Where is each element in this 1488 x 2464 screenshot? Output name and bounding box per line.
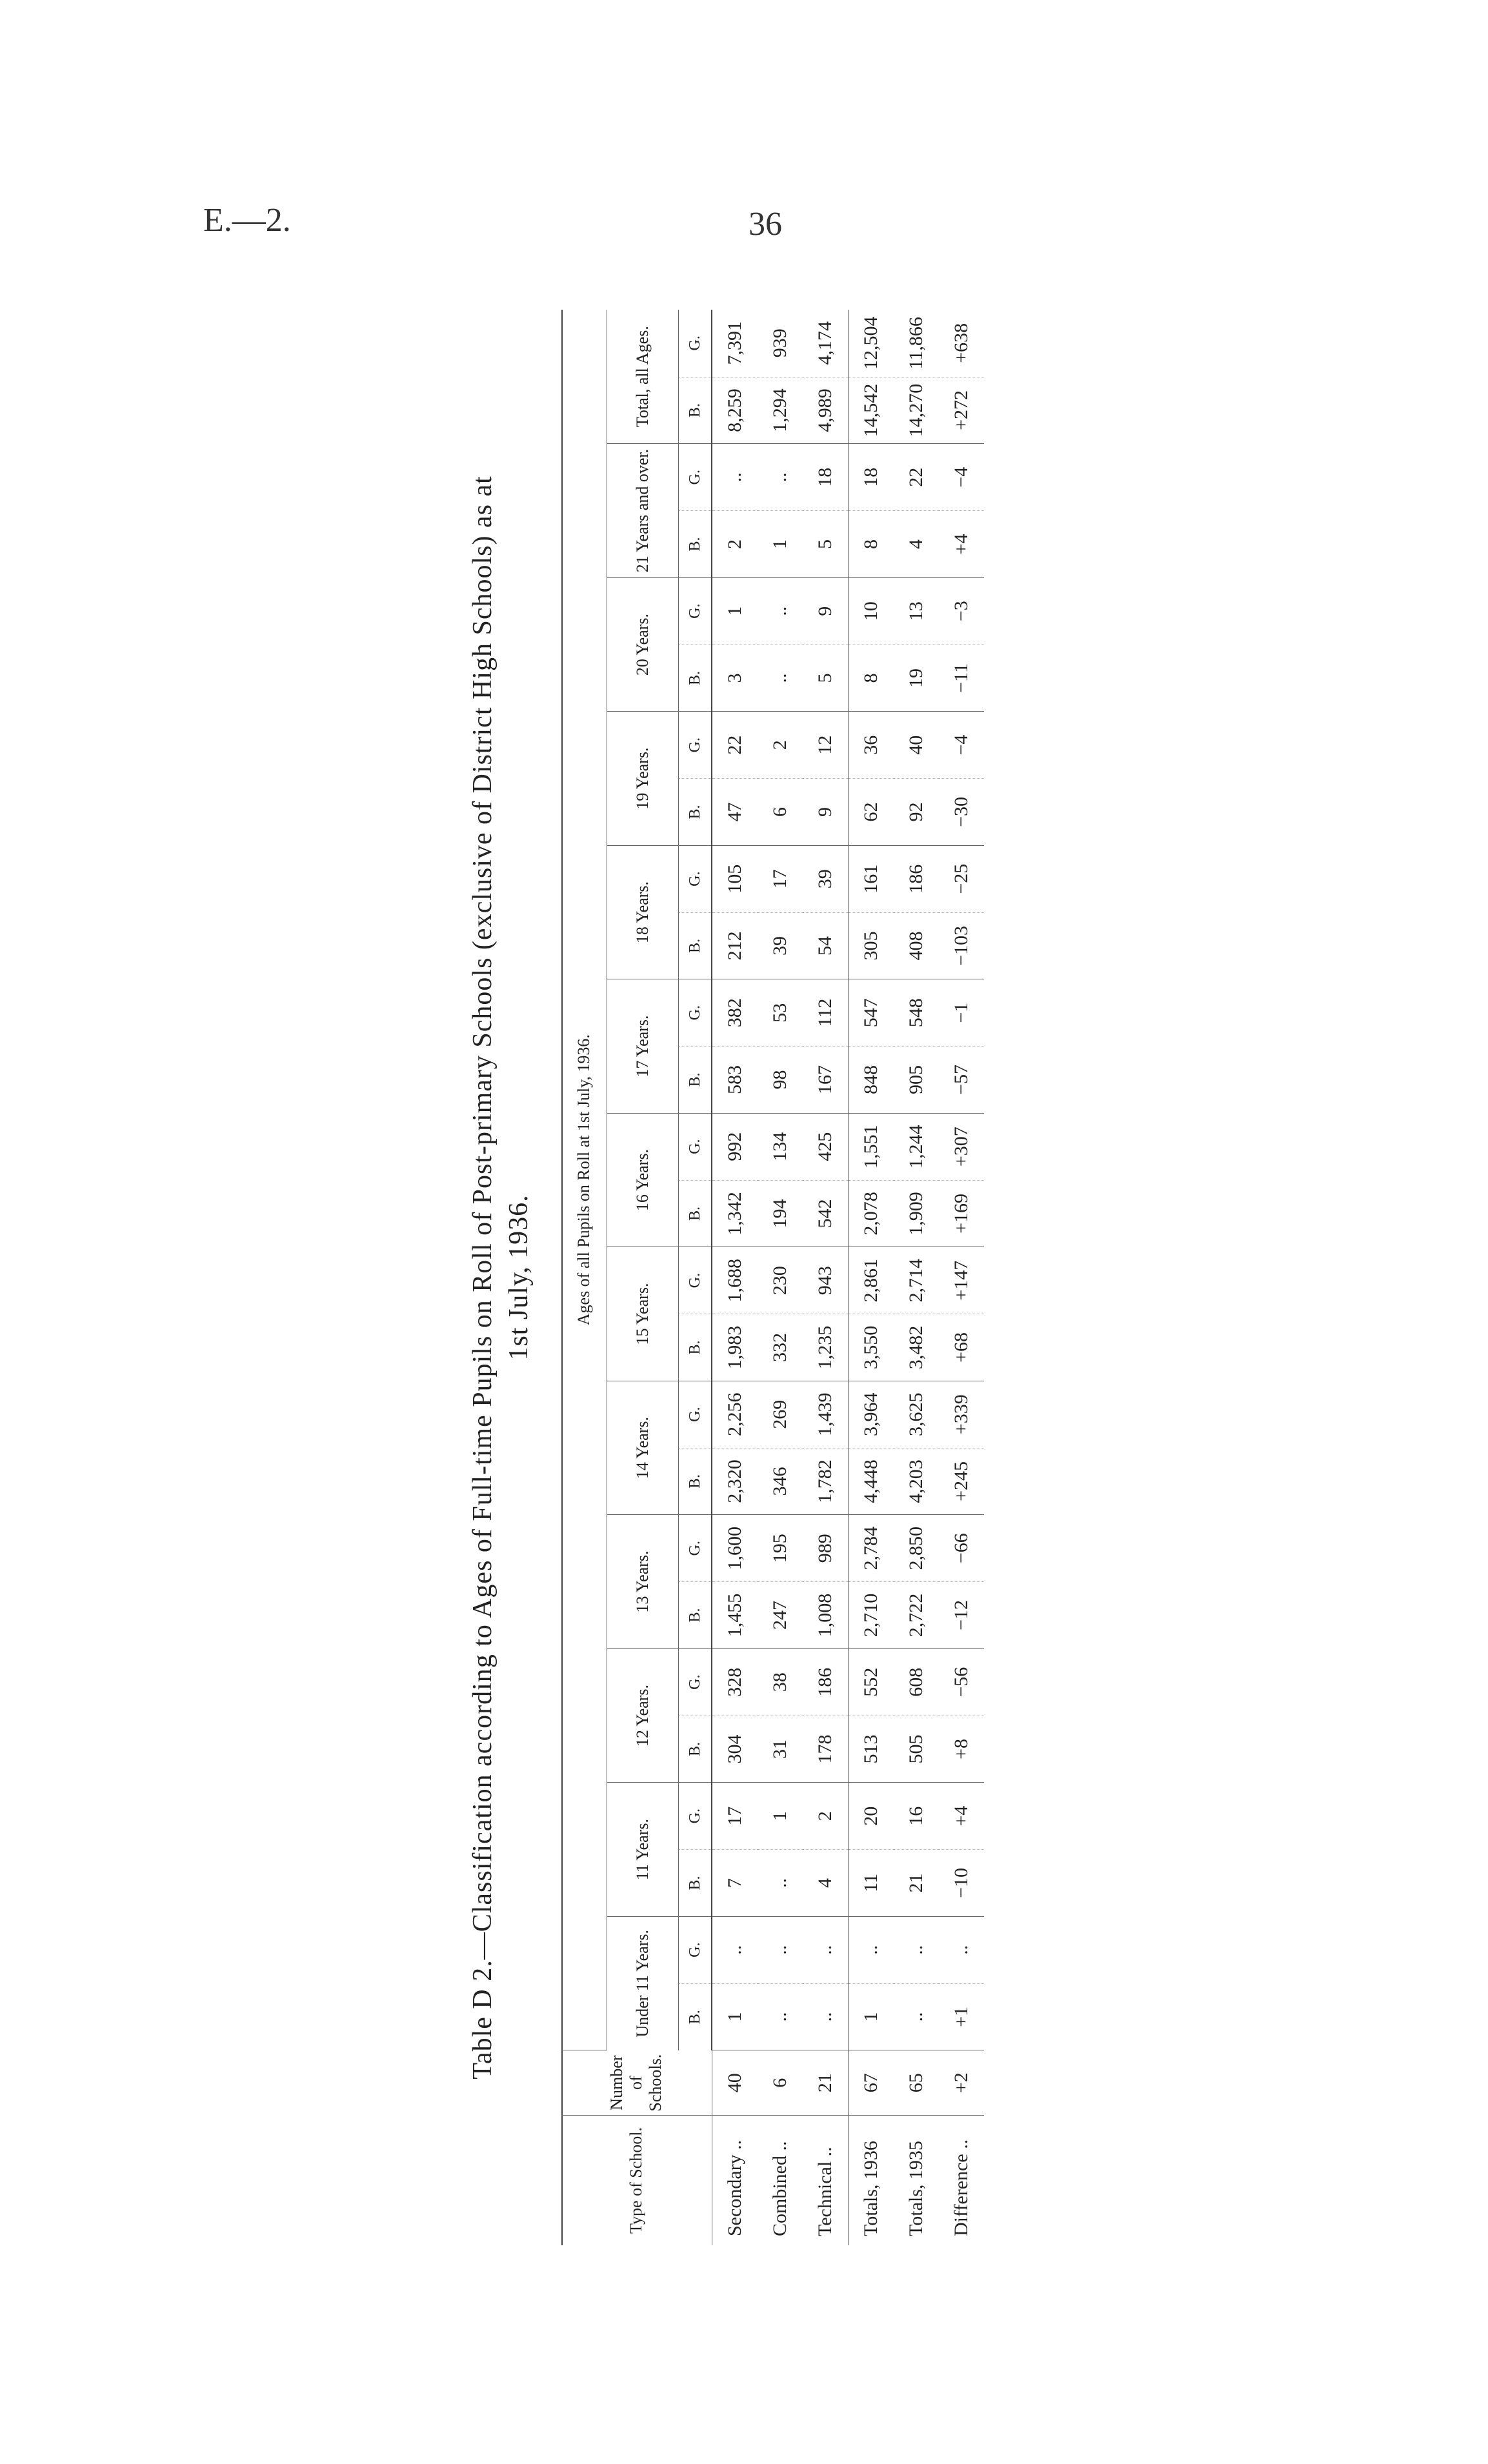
boys-count-cell: 2,722	[894, 1582, 939, 1649]
girls-count-cell: 939	[758, 310, 803, 377]
school-type-cell: Technical ..	[814, 2147, 836, 2236]
girls-count-cell: −4	[939, 444, 984, 511]
boys-subheader: B.	[679, 1850, 712, 1917]
boys-subheader: B.	[679, 377, 712, 444]
girls-count-cell: 134	[758, 1113, 803, 1180]
girls-count-cell: 40	[894, 712, 939, 779]
girls-count-cell: +147	[939, 1247, 984, 1314]
girls-count-cell: ..	[712, 1916, 758, 1983]
boys-count-cell: 513	[849, 1716, 894, 1783]
girls-subheader: G.	[679, 1113, 712, 1180]
boys-count-cell: 54	[803, 912, 849, 979]
girls-count-cell: ..	[939, 1916, 984, 1983]
boys-count-cell: 14,270	[894, 377, 939, 444]
girls-count-cell: 2,256	[712, 1381, 758, 1448]
girls-count-cell: 11,866	[894, 310, 939, 377]
boys-count-cell: 19	[894, 645, 939, 712]
boys-count-cell: 92	[894, 779, 939, 846]
boys-count-cell: 304	[712, 1716, 758, 1783]
number-of-schools-header: Number of Schools.	[561, 2050, 712, 2116]
number-of-schools-cell: 40	[712, 2050, 758, 2116]
girls-count-cell: 2	[758, 712, 803, 779]
header-row-groups	[607, 310, 679, 2245]
girls-count-cell: 186	[803, 1648, 849, 1716]
girls-count-cell: 13	[894, 577, 939, 645]
girls-count-cell: 53	[758, 979, 803, 1047]
boys-count-cell: 8,259	[712, 377, 758, 444]
boys-count-cell: 4,203	[894, 1448, 939, 1515]
boys-count-cell: 21	[894, 1850, 939, 1917]
number-of-schools-cell: +2	[939, 2050, 984, 2116]
girls-count-cell: +4	[939, 1783, 984, 1850]
boys-count-cell: 1,455	[712, 1582, 758, 1649]
age-classification-table	[561, 310, 984, 2245]
girls-count-cell: −66	[939, 1515, 984, 1582]
boys-subheader: B.	[679, 779, 712, 846]
boys-count-cell: −30	[939, 779, 984, 846]
girls-subheader: G.	[679, 444, 712, 511]
boys-count-cell: ..	[758, 1983, 803, 2050]
page-number: 36	[749, 206, 782, 243]
number-of-schools-cell: 65	[894, 2050, 939, 2116]
girls-count-cell: 12,504	[849, 310, 894, 377]
girls-count-cell: 186	[894, 845, 939, 912]
boys-count-cell: 3	[712, 645, 758, 712]
header-row-ages	[561, 310, 607, 2245]
girls-count-cell: 548	[894, 979, 939, 1047]
girls-count-cell: ..	[712, 444, 758, 511]
boys-count-cell: 3,482	[894, 1314, 939, 1381]
boys-count-cell: 8	[849, 645, 894, 712]
age-group-header: 19 Years.	[607, 712, 679, 846]
boys-count-cell: −11	[939, 645, 984, 712]
age-group-header: 12 Years.	[607, 1648, 679, 1783]
school-type-cell: Totals, 1935	[905, 2141, 927, 2236]
boys-count-cell: 2,710	[849, 1582, 894, 1649]
table-row	[712, 310, 758, 2245]
age-group-header: 21 Years and over.	[607, 444, 679, 578]
boys-subheader: B.	[679, 1716, 712, 1783]
girls-count-cell: 17	[758, 845, 803, 912]
girls-count-cell: ..	[758, 444, 803, 511]
boys-count-cell: 167	[803, 1047, 849, 1114]
boys-count-cell: +169	[939, 1180, 984, 1247]
boys-count-cell: 7	[712, 1850, 758, 1917]
girls-subheader: G.	[679, 310, 712, 377]
boys-count-cell: 305	[849, 912, 894, 979]
girls-subheader: G.	[679, 1783, 712, 1850]
girls-count-cell: 17	[712, 1783, 758, 1850]
girls-count-cell: 382	[712, 979, 758, 1047]
boys-count-cell: 3,550	[849, 1314, 894, 1381]
girls-subheader: G.	[679, 712, 712, 779]
girls-count-cell: 161	[849, 845, 894, 912]
girls-count-cell: ..	[758, 577, 803, 645]
girls-count-cell: 2,714	[894, 1247, 939, 1314]
girls-count-cell: 2,861	[849, 1247, 894, 1314]
girls-count-cell: 992	[712, 1113, 758, 1180]
age-group-header: Under 11 Years.	[607, 1916, 679, 2050]
boys-subheader: B.	[679, 1582, 712, 1649]
boys-count-cell: 8	[849, 511, 894, 578]
table-row	[939, 310, 984, 2245]
boys-count-cell: 178	[803, 1716, 849, 1783]
school-type-cell: Secondary ..	[723, 2139, 745, 2236]
girls-count-cell: 1,600	[712, 1515, 758, 1582]
boys-count-cell: 4,448	[849, 1448, 894, 1515]
school-type-cell: Totals, 1936	[849, 2116, 894, 2245]
boys-count-cell: 31	[758, 1716, 803, 1783]
girls-count-cell: 18	[803, 444, 849, 511]
number-of-schools-cell: 67	[849, 2050, 894, 2116]
girls-count-cell: 547	[849, 979, 894, 1047]
age-group-header: 16 Years.	[607, 1113, 679, 1247]
girls-count-cell: 36	[849, 712, 894, 779]
girls-count-cell: 425	[803, 1113, 849, 1180]
girls-count-cell: 269	[758, 1381, 803, 1448]
boys-count-cell: ..	[758, 1850, 803, 1917]
girls-count-cell: 1,688	[712, 1247, 758, 1314]
girls-count-cell: 38	[758, 1648, 803, 1716]
school-type-cell: Combined ..	[769, 2141, 790, 2236]
boys-count-cell: 4,989	[803, 377, 849, 444]
type-of-school-header: Type of School.	[561, 2116, 712, 2245]
girls-count-cell: 112	[803, 979, 849, 1047]
girls-count-cell: 4,174	[803, 310, 849, 377]
boys-count-cell: 505	[894, 1716, 939, 1783]
girls-count-cell: 7,391	[712, 310, 758, 377]
boys-count-cell: 5	[803, 645, 849, 712]
boys-subheader: B.	[679, 511, 712, 578]
boys-count-cell: 9	[803, 779, 849, 846]
boys-count-cell: 408	[894, 912, 939, 979]
boys-count-cell: ..	[758, 645, 803, 712]
girls-count-cell: −56	[939, 1648, 984, 1716]
boys-count-cell: 212	[712, 912, 758, 979]
title-line-1: Table D 2.—Classification according to Ages of Full-time Pupils on Roll of Post-primary Schools (exclusive of District High Schools) as at	[468, 476, 498, 2079]
girls-subheader: G.	[679, 1247, 712, 1314]
girls-subheader: G.	[679, 1916, 712, 1983]
ages-header: Ages of all Pupils on Roll at 1st July, 1936.	[561, 310, 607, 2050]
school-type-cell: Difference ..	[950, 2139, 972, 2236]
girls-subheader: G.	[679, 577, 712, 645]
girls-count-cell: 12	[803, 712, 849, 779]
number-of-schools-cell: 6	[758, 2050, 803, 2116]
boys-count-cell: −103	[939, 912, 984, 979]
girls-count-cell: −1	[939, 979, 984, 1047]
girls-subheader: G.	[679, 1648, 712, 1716]
girls-count-cell: −4	[939, 712, 984, 779]
girls-count-cell: −3	[939, 577, 984, 645]
age-group-header: Total, all Ages.	[607, 310, 679, 444]
boys-count-cell: 14,542	[849, 377, 894, 444]
boys-count-cell: ..	[803, 1983, 849, 2050]
girls-count-cell: 9	[803, 577, 849, 645]
table-row	[849, 310, 894, 2245]
boys-count-cell: 1,909	[894, 1180, 939, 1247]
boys-subheader: B.	[679, 1047, 712, 1114]
table-row	[758, 310, 803, 2245]
girls-count-cell: 16	[894, 1783, 939, 1850]
girls-count-cell: 22	[712, 712, 758, 779]
girls-count-cell: +307	[939, 1113, 984, 1180]
boys-count-cell: 39	[758, 912, 803, 979]
boys-count-cell: +245	[939, 1448, 984, 1515]
girls-count-cell: ..	[758, 1916, 803, 1983]
boys-subheader: B.	[679, 1180, 712, 1247]
girls-count-cell: +638	[939, 310, 984, 377]
boys-count-cell: 1	[758, 511, 803, 578]
age-group-header: 20 Years.	[607, 577, 679, 712]
boys-count-cell: 1,342	[712, 1180, 758, 1247]
title-line-2: 1st July, 1936.	[504, 1194, 534, 1361]
boys-count-cell: 1,983	[712, 1314, 758, 1381]
boys-count-cell: 1,782	[803, 1448, 849, 1515]
number-of-schools-cell: 21	[803, 2050, 849, 2116]
boys-subheader: B.	[679, 912, 712, 979]
boys-subheader: B.	[679, 1314, 712, 1381]
girls-count-cell: 608	[894, 1648, 939, 1716]
boys-count-cell: 1	[849, 1983, 894, 2050]
boys-count-cell: +68	[939, 1314, 984, 1381]
boys-count-cell: 1,294	[758, 377, 803, 444]
boys-count-cell: 194	[758, 1180, 803, 1247]
girls-count-cell: 10	[849, 577, 894, 645]
boys-count-cell: 2	[712, 511, 758, 578]
boys-subheader: B.	[679, 1983, 712, 2050]
boys-count-cell: −57	[939, 1047, 984, 1114]
girls-subheader: G.	[679, 979, 712, 1047]
boys-count-cell: −12	[939, 1582, 984, 1649]
girls-subheader: G.	[679, 1381, 712, 1448]
boys-count-cell: 583	[712, 1047, 758, 1114]
boys-count-cell: 4	[894, 511, 939, 578]
boys-count-cell: 4	[803, 1850, 849, 1917]
boys-count-cell: +272	[939, 377, 984, 444]
girls-count-cell: 1,439	[803, 1381, 849, 1448]
girls-count-cell: 3,964	[849, 1381, 894, 1448]
boys-count-cell: 1,235	[803, 1314, 849, 1381]
table-row	[894, 310, 939, 2245]
boys-count-cell: 1,008	[803, 1582, 849, 1649]
girls-count-cell: 943	[803, 1247, 849, 1314]
girls-count-cell: 1,551	[849, 1113, 894, 1180]
girls-subheader: G.	[679, 1515, 712, 1582]
boys-count-cell: +8	[939, 1716, 984, 1783]
boys-count-cell: 98	[758, 1047, 803, 1114]
girls-count-cell: 22	[894, 444, 939, 511]
age-group-header: 15 Years.	[607, 1247, 679, 1381]
page-series-label: E.—2.	[203, 202, 291, 239]
girls-count-cell: 230	[758, 1247, 803, 1314]
age-group-header: 11 Years.	[607, 1783, 679, 1917]
girls-count-cell: −25	[939, 845, 984, 912]
girls-count-cell: 1	[712, 577, 758, 645]
girls-count-cell: +339	[939, 1381, 984, 1448]
age-group-header: 18 Years.	[607, 845, 679, 979]
boys-count-cell: 905	[894, 1047, 939, 1114]
boys-count-cell: 62	[849, 779, 894, 846]
girls-count-cell: 2,784	[849, 1515, 894, 1582]
boys-count-cell: 542	[803, 1180, 849, 1247]
boys-subheader: B.	[679, 1448, 712, 1515]
table-title	[465, 310, 537, 2245]
girls-count-cell: 3,625	[894, 1381, 939, 1448]
boys-count-cell: 2,078	[849, 1180, 894, 1247]
girls-count-cell: 328	[712, 1648, 758, 1716]
boys-count-cell: 346	[758, 1448, 803, 1515]
girls-count-cell: 39	[803, 845, 849, 912]
boys-count-cell: 848	[849, 1047, 894, 1114]
girls-count-cell: 1	[758, 1783, 803, 1850]
girls-count-cell: ..	[849, 1916, 894, 1983]
boys-count-cell: 332	[758, 1314, 803, 1381]
girls-count-cell: 20	[849, 1783, 894, 1850]
boys-count-cell: 6	[758, 779, 803, 846]
boys-count-cell: 1	[712, 1983, 758, 2050]
boys-count-cell: 47	[712, 779, 758, 846]
girls-count-cell: 989	[803, 1515, 849, 1582]
girls-count-cell: ..	[803, 1916, 849, 1983]
boys-count-cell: −10	[939, 1850, 984, 1917]
girls-count-cell: 1,244	[894, 1113, 939, 1180]
girls-count-cell: 195	[758, 1515, 803, 1582]
age-group-header: 13 Years.	[607, 1515, 679, 1649]
boys-count-cell: +4	[939, 511, 984, 578]
boys-count-cell: +1	[939, 1983, 984, 2050]
girls-count-cell: 2,850	[894, 1515, 939, 1582]
age-group-header: 14 Years.	[607, 1381, 679, 1515]
girls-count-cell: 105	[712, 845, 758, 912]
boys-count-cell: 5	[803, 511, 849, 578]
boys-count-cell: 247	[758, 1582, 803, 1649]
age-group-header: 17 Years.	[607, 979, 679, 1114]
girls-subheader: G.	[679, 845, 712, 912]
girls-count-cell: ..	[894, 1916, 939, 1983]
rotated-table-block	[465, 52, 1488, 2245]
boys-count-cell: 2,320	[712, 1448, 758, 1515]
girls-count-cell: 18	[849, 444, 894, 511]
table-row	[803, 310, 849, 2245]
boys-count-cell: 11	[849, 1850, 894, 1917]
boys-count-cell: ..	[894, 1983, 939, 2050]
girls-count-cell: 2	[803, 1783, 849, 1850]
boys-subheader: B.	[679, 645, 712, 712]
girls-count-cell: 552	[849, 1648, 894, 1716]
header-row-sex	[679, 310, 712, 2245]
